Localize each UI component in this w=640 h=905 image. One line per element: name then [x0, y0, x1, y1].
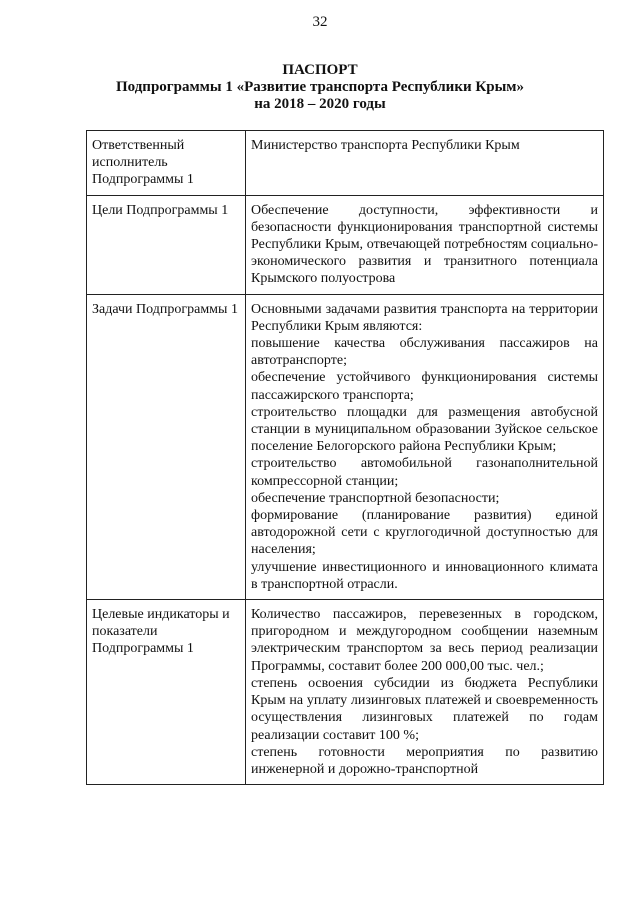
- row-paragraph: степень готовности мероприятия по развитию инженерной и дорожно-транспортной: [251, 744, 598, 777]
- passport-table: [86, 130, 604, 785]
- page-number: 32: [312, 14, 328, 30]
- row-paragraph: Основными задачами развития транспорта на территории Республики Крым являются:: [251, 301, 598, 334]
- row-label: Ответственный исполнитель Подпрограммы 1: [87, 131, 246, 196]
- row-content: [246, 600, 604, 785]
- document-title: [0, 62, 640, 113]
- row-paragraph: улучшение инвестиционного и инновационного климата в транспортной отрасли.: [251, 559, 598, 592]
- row-paragraph: степень освоения субсидии из бюджета Республики Крым на уплату лизинговых платежей и своевременность осуществления лизинговых платежей по годам реализации составит 100 %;: [251, 675, 598, 743]
- row-paragraph: строительство автомобильной газонаполнительной компрессорной станции;: [251, 456, 598, 489]
- row-content: [246, 195, 604, 294]
- title-line-3: на 2018 – 2020 годы: [254, 96, 386, 112]
- row-label: Цели Подпрограммы 1: [87, 195, 246, 294]
- title-line-2: Подпрограммы 1 «Развитие транспорта Республики Крым»: [115, 79, 525, 95]
- row-paragraph: Министерство транспорта Республики Крым: [251, 138, 520, 153]
- row-content: [246, 294, 604, 599]
- row-paragraph: Количество пассажиров, перевезенных в городском, пригородном и междугородном сообщении наземным электрическим транспортом за весь период реализации Программы, составит более 200 000,00 тыс. чел.;: [251, 607, 598, 674]
- row-paragraph: формирование (планирование развития) единой автодорожной сети с круглогодичной доступностью для населения;: [251, 508, 598, 558]
- row-paragraph: повышение качества обслуживания пассажиров на автотранспорте;: [251, 336, 598, 369]
- title-line-1: ПАСПОРТ: [282, 62, 358, 78]
- table-row: [87, 131, 604, 196]
- table-row: [87, 195, 604, 294]
- row-paragraph: обеспечение устойчивого функционирования системы пассажирского транспорта;: [251, 370, 598, 403]
- row-content: [246, 131, 604, 196]
- table-row: [87, 600, 604, 785]
- row-paragraph: обеспечение транспортной безопасности;: [251, 490, 500, 506]
- row-paragraph: строительство площадки для размещения автобусной станции в муниципальном образовании Зуйское сельское поселение Белогорского района Республики Крым;: [251, 404, 598, 455]
- table-row: [87, 294, 604, 599]
- row-label: Задачи Подпрограммы 1: [87, 294, 246, 599]
- row-paragraph: Обеспечение доступности, эффективности и безопасности функционирования транспортной системы Республики Крым, отвечающей потребностям социально-экономического развития и транзитного потенциала Крымского полуострова: [251, 202, 598, 287]
- row-label: Целевые индикаторы и показатели Подпрограммы 1: [87, 600, 246, 785]
